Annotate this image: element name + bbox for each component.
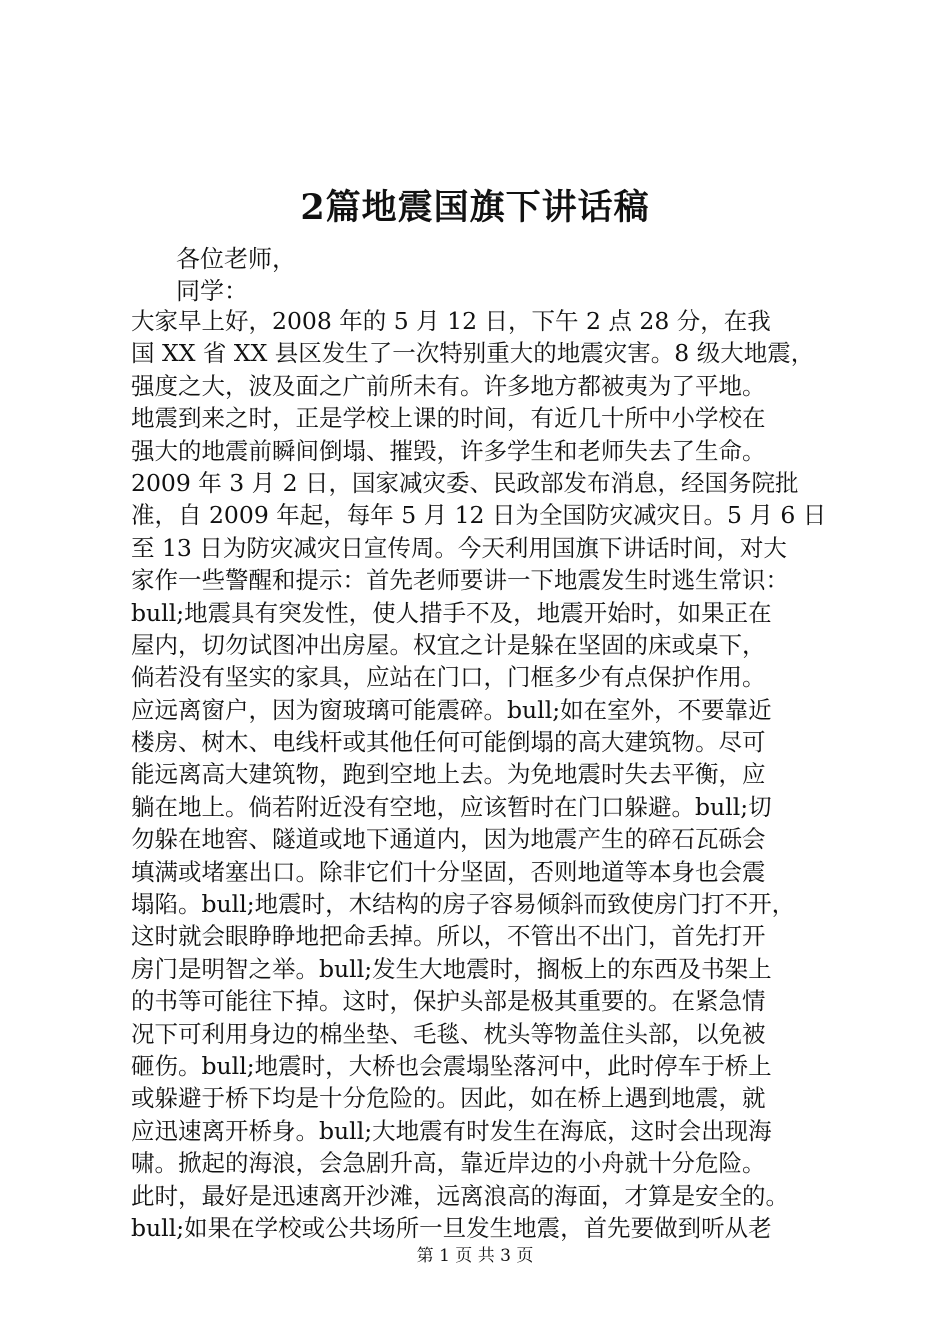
body-line: 勿躲在地窖、隧道或地下通道内，因为地震产生的碎石瓦砾会 (131, 825, 766, 854)
body-line: 国 XX 省 XX 县区发生了一次特别重大的地震灾害。8 级大地震， (131, 339, 815, 368)
greeting-students: 同学： (176, 277, 248, 305)
body-line: bull;地震具有突发性，使人措手不及，地震开始时，如果正在 (131, 598, 772, 627)
body-line: 塌陷。bull;地震时，木结构的房子容易倾斜而致使房门打不开， (131, 890, 796, 919)
body-line: 屋内，切勿试图冲出房屋。权宜之计是躲在坚固的床或桌下， (131, 630, 766, 659)
body-line: 的书等可能往下掉。这时，保护头部是极其重要的。在紧急情 (131, 987, 766, 1016)
body-line: 准，自 2009 年起，每年 5 月 12 日为全国防灾减灾日。5 月 6 日 (131, 501, 827, 530)
body-line: 家作一些警醒和提示：首先老师要讲一下地震发生时逃生常识： (131, 566, 789, 595)
body-line: 2009 年 3 月 2 日，国家减灾委、民政部发布消息，经国务院批 (131, 468, 799, 497)
body-line: 强度之大，波及面之广前所未有。许多地方都被夷为了平地。 (131, 371, 766, 400)
document-title: 2篇地震国旗下讲话稿 (300, 187, 650, 228)
body-line: 楼房、树木、电线杆或其他任何可能倒塌的高大建筑物。尽可 (131, 728, 766, 757)
body-line: 能远离高大建筑物，跑到空地上去。为免地震时失去平衡，应 (131, 760, 766, 789)
body-line: 倘若没有坚实的家具，应站在门口，门框多少有点保护作用。 (131, 663, 766, 692)
body-line: 填满或堵塞出口。除非它们十分坚固，否则地道等本身也会震 (131, 857, 766, 886)
body-line: 这时就会眼睁睁地把命丢掉。所以，不管出不出门，首先打开 (131, 922, 766, 951)
body-line: 砸伤。bull;地震时，大桥也会震塌坠落河中，此时停车于桥上 (131, 1051, 772, 1080)
body-line: 大家早上好，2008 年的 5 月 12 日，下午 2 点 28 分，在我 (131, 307, 771, 335)
body-line: 强大的地震前瞬间倒塌、摧毁，许多学生和老师失去了生命。 (131, 436, 766, 465)
body-line: 或躲避于桥下均是十分危险的。因此，如在桥上遇到地震，就 (131, 1084, 766, 1113)
body-line: 应迅速离开桥身。bull;大地震有时发生在海底，这时会出现海 (131, 1116, 772, 1145)
page-footer: 第 1 页 共 3 页 (416, 1246, 534, 1266)
body-line: 房门是明智之举。bull;发生大地震时，搁板上的东西及书架上 (131, 954, 772, 983)
body-text (131, 305, 831, 1244)
greeting-teachers: 各位老师， (176, 245, 296, 273)
body-line: 至 13 日为防灾减灾日宣传周。今天利用国旗下讲话时间，对大 (131, 533, 787, 562)
body-line: 此时，最好是迅速离开沙滩，远离浪高的海面，才算是安全的。 (131, 1181, 789, 1210)
body-line: 躺在地上。倘若附近没有空地，应该暂时在门口躲避。bull;切 (131, 792, 772, 821)
body-line: 地震到来之时，正是学校上课的时间，有近几十所中小学校在 (131, 404, 766, 433)
body-line: 啸。掀起的海浪，会急剧升高，靠近岸边的小舟就十分危险。 (131, 1149, 766, 1178)
body-line: 应远离窗户，因为窗玻璃可能震碎。bull;如在室外，不要靠近 (131, 695, 772, 724)
body-line: 况下可利用身边的棉坐垫、毛毯、枕头等物盖住头部，以免被 (131, 1019, 766, 1048)
body-line: bull;如果在学校或公共场所一旦发生地震，首先要做到听从老 (131, 1213, 772, 1242)
